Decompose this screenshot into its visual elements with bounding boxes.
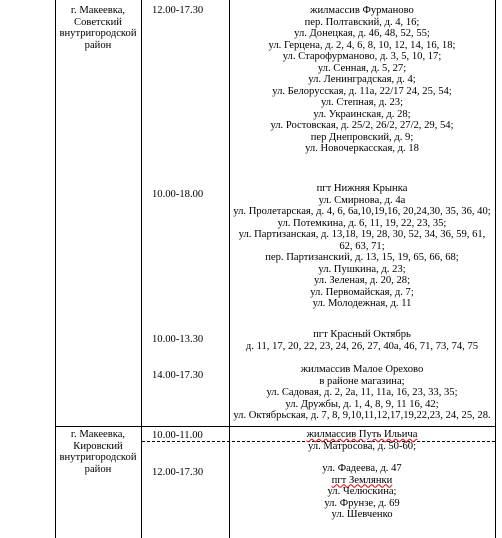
address-line: [229, 429, 495, 441]
address-line: 62, 63, 71;: [339, 240, 385, 252]
district-line: г. Макеевка,: [70, 5, 126, 16]
address-line: в районе магазина;: [319, 375, 405, 387]
address-cell: [229, 429, 495, 452]
address-line: [229, 475, 495, 487]
address-line: ул. Челюскина;: [327, 486, 397, 497]
address-line: ул. Фадеева, д. 47: [322, 463, 402, 474]
address-cell: [229, 5, 495, 155]
time-cell: 12.00-17.30: [152, 5, 204, 16]
district-line: Советский: [74, 16, 122, 28]
address-cell: [229, 183, 495, 310]
address-line: ул. Ленинградская, д. 4;: [308, 74, 416, 85]
address-line: ул. Матросова, д. 50-60;: [307, 440, 417, 452]
address-line: ул. Партизанская, д. 13,18, 19, 28, 30, 52, 34, 36, 59, 61,: [238, 229, 486, 240]
time-cell: 12.00-17.30: [152, 467, 204, 478]
address-line: ул. Садовая, д. 2, 2а, 11, 11а, 16, 23, 33, 35;: [266, 387, 458, 398]
row-divider: [55, 426, 496, 427]
district-line: внутригородской: [59, 28, 137, 39]
address-cell: [229, 364, 495, 422]
address-line: ул. Шевченко: [331, 509, 393, 520]
address-line: д. 11, 17, 20, 22, 23, 24, 26, 27, 40а, 46, 71, 73, 74, 75: [245, 340, 479, 352]
address-line: пер. Партизанский, д. 13, 15, 19, 65, 66, 68;: [265, 252, 459, 263]
time-cell: 10.00-11.00: [152, 430, 203, 441]
address-line: пгт Нижняя Крынка: [316, 183, 408, 194]
address-line: ул. Дружбы, д. 1, 4, 8, 9, 11 16, 42;: [285, 398, 439, 410]
address-line: ул. Ростовская, д. 25/2, 26/2, 27/2, 29, 54;: [270, 120, 454, 131]
address-line: пер Днепровский, д. 9;: [310, 131, 414, 143]
table-border-right: [495, 0, 496, 538]
address-line: ул. Пролетарская, д. 4, 6, 6а,10,19,16, 20,24,30, 35, 36, 40;: [233, 206, 491, 217]
address-line: ул. Украинская, д. 28;: [313, 108, 411, 120]
address-line: ул. Новочеркасская, д. 18: [305, 143, 419, 154]
address-line: ул. Фрунзе, д. 69: [324, 497, 400, 509]
address-line: ул. Молодежная, д. 11: [312, 298, 412, 309]
address-line: ул. Степная, д. 23;: [320, 97, 404, 108]
address-line: ул. Первомайская, д. 7;: [310, 286, 414, 298]
time-cell: 10.00-13.30: [152, 334, 204, 345]
address-line: ул. Пушкина, д. 23;: [318, 263, 406, 275]
time-cell: 10.00-18.00: [152, 189, 204, 200]
district-line: Кировский: [73, 440, 123, 452]
address-line: ул. Белорусская, д. 11а, 22/17 24, 25, 54;: [272, 85, 452, 97]
address-line: ул. Сенная, д. 5, 27;: [317, 62, 407, 74]
address-line-text: жилмассив Путь Ильича: [306, 429, 418, 440]
time-cell: 14.00-17.30: [152, 370, 204, 381]
address-line: ул. Донецкая, д. 46, 48, 52, 55;: [294, 28, 430, 39]
address-line: жилмассив Фурманово: [310, 5, 414, 16]
address-line: ул. Потемкина, д. 6, 11, 19, 22, 23, 35;: [277, 217, 447, 229]
address-line: ул. Октябрьская, д. 7, 8, 9,10,11,12,17,19,22,23, 24, 25, 28.: [233, 410, 491, 421]
address-line: пгт Красный Октябрь: [313, 329, 411, 340]
district-line: район: [84, 39, 112, 51]
table-border-district: [141, 0, 142, 538]
district-line: г. Макеевка,: [70, 429, 126, 440]
address-line: ул. Смирнова, д. 4а: [318, 194, 406, 206]
address-line: пер. Полтавский, д. 4, 16;: [304, 16, 420, 28]
address-line: жилмассив Малое Орехово: [300, 364, 424, 375]
address-line-text: пгт Землянки: [331, 474, 393, 486]
address-cell: [229, 463, 495, 521]
address-line: ул. Старофурманово, д. 3, 5, 10, 17;: [282, 51, 442, 62]
district-cell-1: [56, 5, 140, 51]
address-line: ул. Зеленая, д. 20, 28;: [313, 275, 411, 286]
address-cell: [229, 329, 495, 352]
address-line: ул. Герцена, д. 2, 4, 6, 8, 10, 12, 14, 16, 18;: [268, 39, 456, 51]
district-line: внутригородской: [59, 452, 137, 463]
district-line: район: [84, 463, 112, 475]
district-cell-2: [56, 429, 140, 475]
